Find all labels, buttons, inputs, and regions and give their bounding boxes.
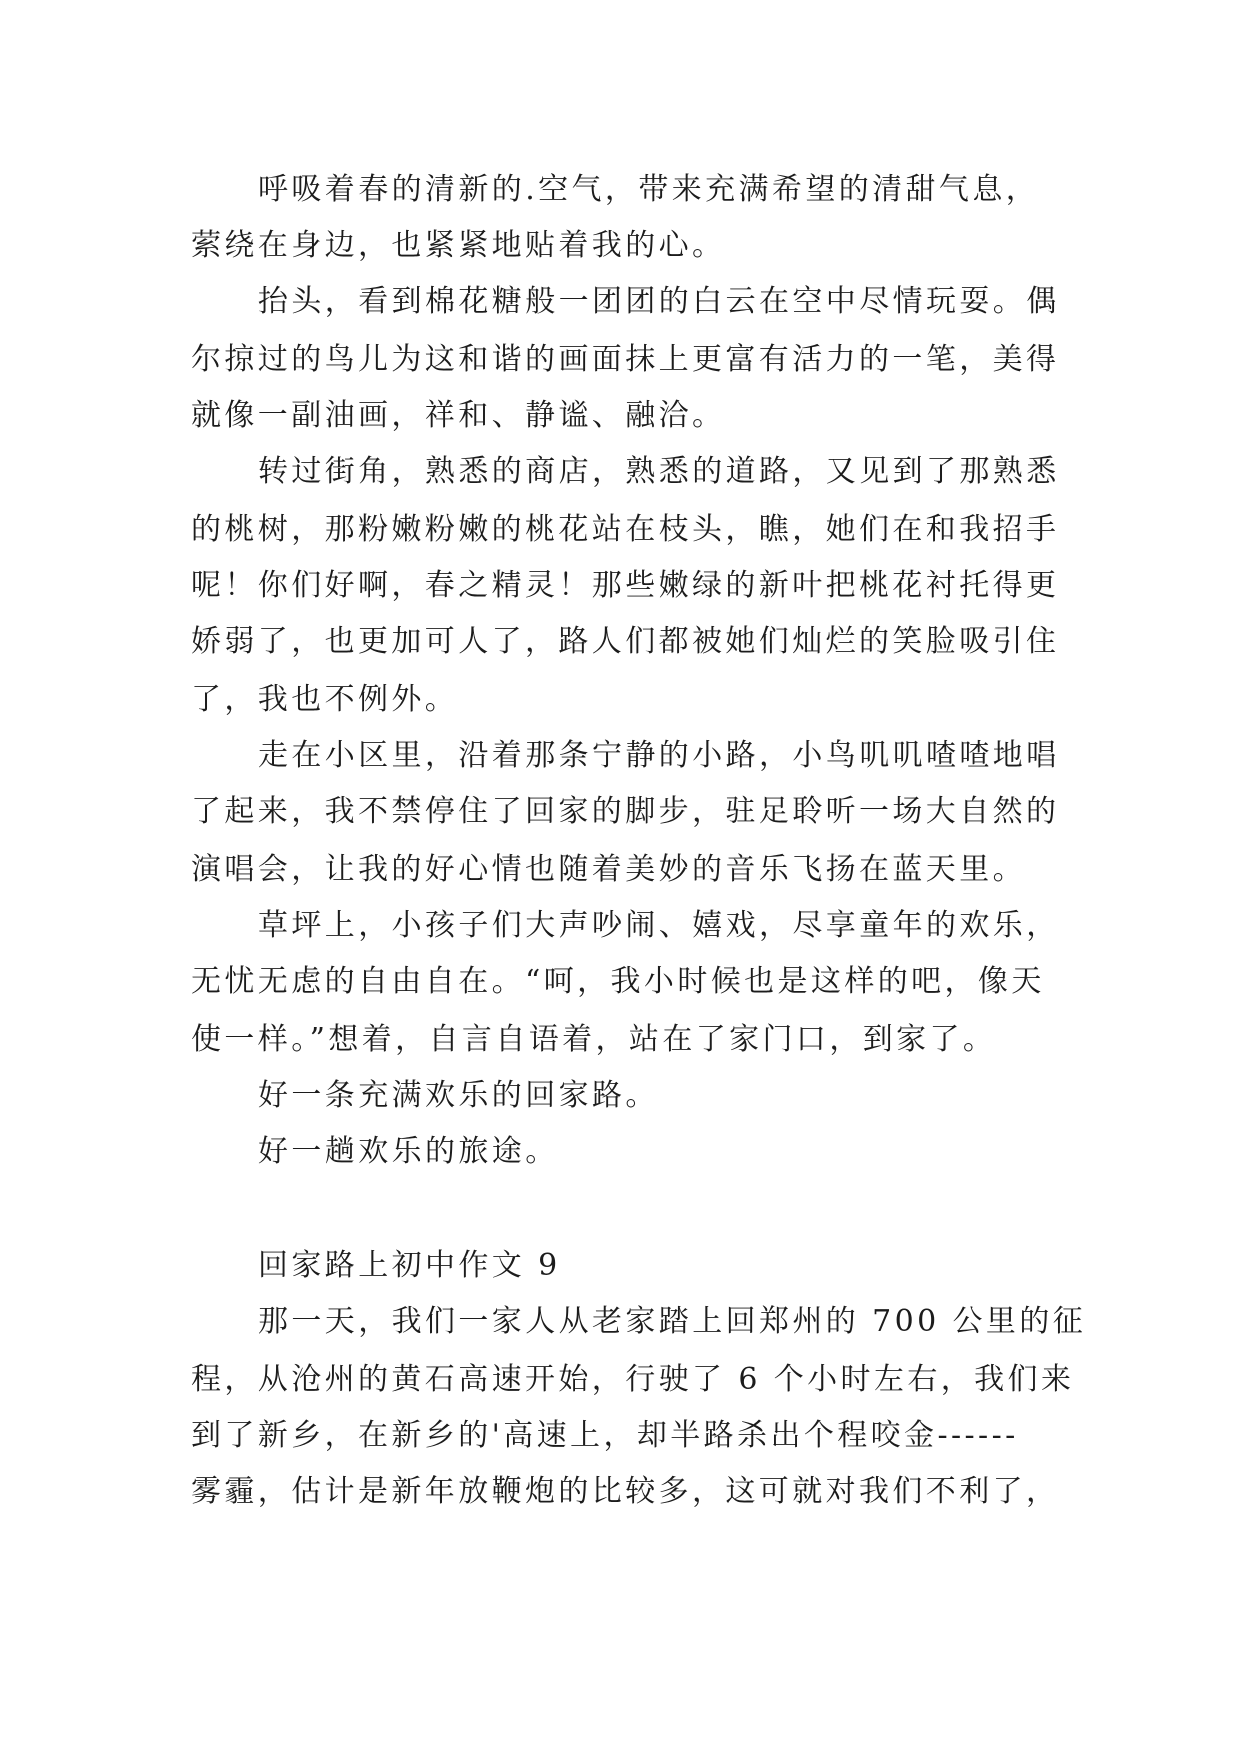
paragraph-1-line-2: 萦绕在身边，也紧紧地贴着我的心。 [191, 228, 726, 263]
paragraph-2-line-2: 尔掠过的鸟儿为这和谐的画面抹上更富有活力的一笔，美得 [191, 342, 1060, 377]
paragraph-5-line-3: 使一样。”想着，自言自语着，站在了家门口，到家了。 [191, 1022, 997, 1057]
paragraph-3-line-4: 娇弱了，也更加可人了，路人们都被她们灿烂的笑脸吸引住 [191, 624, 1060, 659]
paragraph-4-line-2: 了起来，我不禁停住了回家的脚步，驻足聆听一场大自然的 [191, 794, 1060, 829]
paragraph-5-line-2: 无忧无虑的自由自在。“呵，我小时候也是这样的吧，像天 [191, 964, 1045, 999]
paragraph-8-line-2: 程，从沧州的黄石高速开始，行驶了 6 个小时左右，我们来 [191, 1362, 1075, 1397]
paragraph-3-line-3: 呢！你们好啊，春之精灵！那些嫩绿的新叶把桃花衬托得更 [191, 568, 1060, 603]
paragraph-4-line-1: 走在小区里，沿着那条宁静的小路，小鸟叽叽喳喳地唱 [258, 738, 1060, 773]
paragraph-3-line-2: 的桃树，那粉嫩粉嫩的桃花站在枝头，瞧，她们在和我招手 [191, 512, 1060, 547]
paragraph-8-line-3: 到了新乡，在新乡的'高速上，却半路杀出个程咬金------ [191, 1418, 1019, 1453]
paragraph-3-line-5: 了，我也不例外。 [191, 682, 459, 717]
paragraph-8-line-1: 那一天，我们一家人从老家踏上回郑州的 700 公里的征 [258, 1304, 1087, 1339]
paragraph-5-line-1: 草坪上，小孩子们大声吵闹、嬉戏，尽享童年的欢乐， [258, 908, 1060, 943]
paragraph-2-line-3: 就像一副油画，祥和、静谧、融洽。 [191, 398, 726, 433]
paragraph-8-line-4: 雾霾，估计是新年放鞭炮的比较多，这可就对我们不利了， [191, 1474, 1060, 1509]
paragraph-4-line-3: 演唱会，让我的好心情也随着美妙的音乐飞扬在蓝天里。 [191, 852, 1026, 887]
paragraph-3-line-1: 转过街角，熟悉的商店，熟悉的道路，又见到了那熟悉 [258, 454, 1060, 489]
section-heading: 回家路上初中作文 9 [258, 1248, 561, 1283]
paragraph-7-line-1: 好一趟欢乐的旅途。 [258, 1134, 559, 1169]
paragraph-2-line-1: 抬头，看到棉花糖般一团团的白云在空中尽情玩耍。偶 [258, 284, 1060, 319]
paragraph-1-line-1: 呼吸着春的清新的.空气，带来充满希望的清甜气息， [258, 172, 1040, 207]
paragraph-6-line-1: 好一条充满欢乐的回家路。 [258, 1078, 659, 1113]
